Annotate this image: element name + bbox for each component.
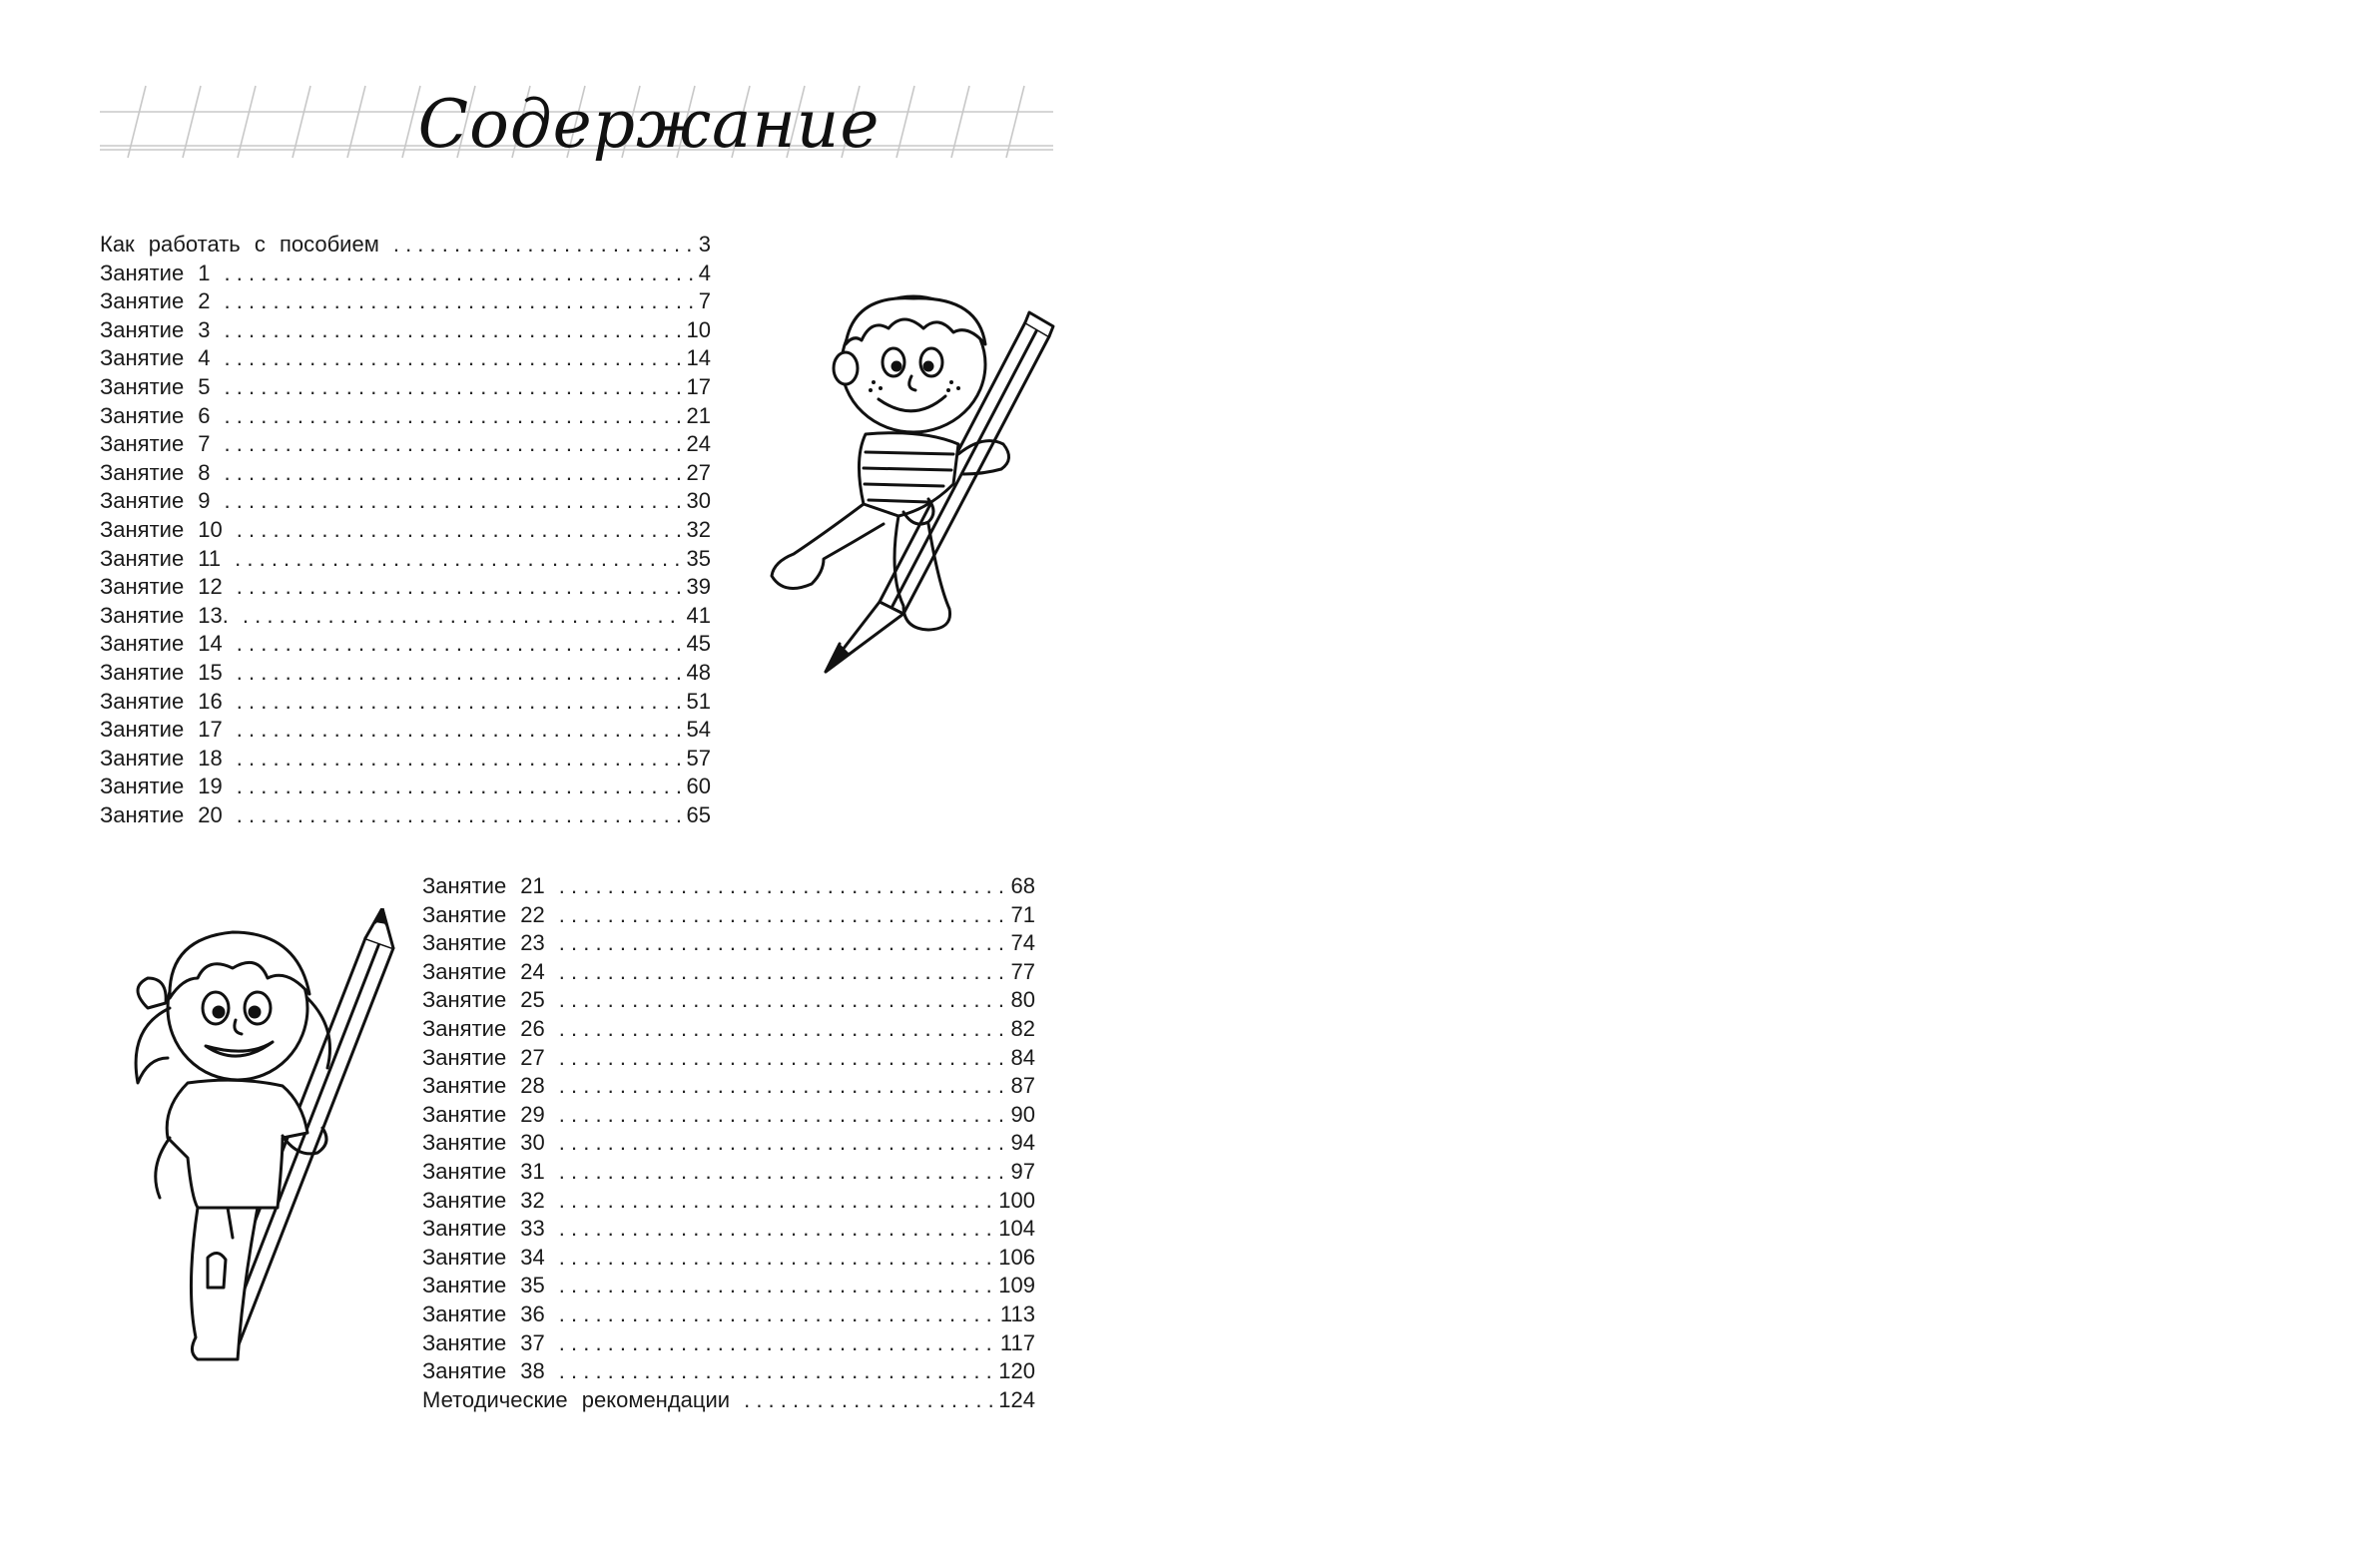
toc-entry-page-number: 100	[998, 1187, 1035, 1213]
toc-dot-leader	[225, 459, 683, 488]
toc-entry-page-number: 41	[686, 602, 711, 628]
toc-entry	[100, 688, 711, 717]
toc-entry-page-number: 45	[686, 631, 711, 657]
toc-entry	[100, 801, 711, 830]
toc-entry	[100, 630, 711, 659]
toc-list-left	[100, 231, 711, 829]
toc-entry-page-number: 97	[1010, 1158, 1035, 1184]
toc-entry	[422, 1044, 1035, 1073]
toc-entry	[100, 487, 711, 516]
toc-entry-label: Занятие 24	[422, 958, 545, 984]
toc-entry-page-number: 21	[686, 402, 711, 428]
toc-dot-leader	[225, 373, 683, 402]
toc-entry-label: Занятие 10	[100, 516, 223, 542]
toc-dot-leader	[559, 1272, 995, 1301]
toc-entry-page-number: 17	[686, 373, 711, 399]
toc-dot-leader	[237, 516, 683, 545]
toc-dot-leader	[225, 316, 683, 345]
toc-entry	[422, 1129, 1035, 1158]
toc-entry	[100, 745, 711, 774]
toc-entry-label: Занятие 27	[422, 1044, 545, 1070]
toc-entry-label: Занятие 22	[422, 901, 545, 927]
toc-dot-leader	[237, 630, 683, 659]
toc-entry-label: Занятие 6	[100, 402, 211, 428]
toc-dot-leader	[559, 872, 1007, 901]
toc-entry	[422, 872, 1035, 901]
toc-entry-page-number: 84	[1010, 1044, 1035, 1070]
toc-entry-page-number: 90	[1010, 1101, 1035, 1127]
toc-dot-leader	[559, 1301, 996, 1329]
toc-entry	[100, 773, 711, 801]
toc-dot-leader	[225, 344, 683, 373]
toc-entry-page-number: 68	[1010, 873, 1035, 898]
toc-entry-page-number: 27	[686, 459, 711, 485]
toc-entry-label: Как работать с пособием	[100, 232, 379, 257]
toc-entry	[422, 901, 1035, 930]
toc-entry-label: Занятие 31	[422, 1158, 545, 1184]
toc-entry-label: Занятие 25	[422, 987, 545, 1013]
toc-entry-label: Занятие 28	[422, 1073, 545, 1099]
toc-entry-page-number: 32	[686, 516, 711, 542]
boy-with-pencil-illustration	[754, 284, 1083, 674]
toc-dot-leader	[559, 1129, 1007, 1158]
toc-entry-label: Занятие 4	[100, 345, 211, 371]
toc-entry-label: Занятие 20	[100, 801, 223, 827]
toc-entry-page-number: 35	[686, 545, 711, 571]
toc-entry-page-number: 77	[1010, 958, 1035, 984]
toc-dot-leader	[559, 1187, 995, 1216]
toc-entry-page-number: 117	[999, 1329, 1035, 1355]
toc-entry-page-number: 87	[1010, 1073, 1035, 1099]
toc-entry	[422, 1329, 1035, 1358]
toc-entry	[100, 373, 711, 402]
toc-dot-leader	[559, 1072, 1007, 1101]
toc-entry-label: Занятие 18	[100, 745, 223, 771]
toc-entry-page-number: 3	[698, 232, 711, 257]
toc-entry	[100, 545, 711, 574]
toc-entry-label: Занятие 32	[422, 1187, 545, 1213]
toc-entry	[422, 1272, 1035, 1301]
toc-entry	[100, 516, 711, 545]
toc-entry-page-number: 48	[686, 659, 711, 685]
toc-dot-leader	[559, 929, 1007, 958]
toc-entry-label: Занятие 29	[422, 1101, 545, 1127]
toc-entry-label: Занятие 35	[422, 1273, 545, 1299]
toc-entry-page-number: 94	[1010, 1130, 1035, 1156]
toc-entry-label: Занятие 2	[100, 288, 211, 314]
toc-entry-page-number: 80	[1010, 987, 1035, 1013]
toc-entry-page-number: 120	[998, 1358, 1035, 1384]
toc-entry	[422, 1301, 1035, 1329]
toc-entry-page-number: 24	[686, 431, 711, 457]
toc-dot-leader	[559, 1244, 995, 1273]
toc-dot-leader	[225, 260, 693, 288]
toc-entry	[422, 1386, 1035, 1415]
toc-entry	[100, 344, 711, 373]
toc-dot-leader	[559, 1357, 995, 1386]
toc-entry-label: Занятие 12	[100, 574, 223, 600]
toc-entry-label: Занятие 15	[100, 659, 223, 685]
toc-entry	[100, 402, 711, 431]
toc-entry	[422, 958, 1035, 987]
toc-entry	[422, 1187, 1035, 1216]
toc-entry-page-number: 14	[686, 345, 711, 371]
toc-dot-leader	[559, 986, 1007, 1015]
toc-entry-label: Занятие 19	[100, 774, 223, 799]
toc-entry	[422, 986, 1035, 1015]
toc-entry-page-number: 82	[1010, 1015, 1035, 1041]
toc-entry-label: Занятие 13.	[100, 602, 229, 628]
toc-entry	[100, 602, 711, 631]
toc-entry	[100, 716, 711, 745]
toc-dot-leader	[393, 231, 693, 260]
toc-entry	[422, 1158, 1035, 1187]
toc-entry-page-number: 124	[998, 1386, 1035, 1412]
toc-entry-label: Занятие 37	[422, 1329, 545, 1355]
toc-dot-leader	[559, 901, 1007, 930]
toc-entry-page-number: 4	[698, 260, 711, 285]
toc-entry-label: Занятие 17	[100, 717, 223, 743]
toc-entry-page-number: 113	[999, 1301, 1035, 1326]
toc-entry	[100, 459, 711, 488]
toc-entry	[422, 1215, 1035, 1244]
toc-entry-page-number: 10	[686, 316, 711, 342]
toc-entry-page-number: 104	[998, 1216, 1035, 1242]
toc-entry-label: Занятие 21	[422, 873, 545, 898]
toc-entry-page-number: 51	[686, 688, 711, 714]
toc-entry-label: Занятие 33	[422, 1216, 545, 1242]
toc-dot-leader	[559, 1044, 1007, 1073]
toc-entry	[100, 316, 711, 345]
page-title: Содержание	[417, 86, 881, 163]
toc-entry	[422, 929, 1035, 958]
toc-dot-leader	[225, 430, 683, 459]
toc-list-right	[422, 872, 1035, 1414]
toc-entry-label: Занятие 11	[100, 545, 222, 571]
toc-entry	[100, 287, 711, 316]
toc-dot-leader	[237, 573, 683, 602]
toc-dot-leader	[559, 1015, 1007, 1044]
toc-entry	[100, 430, 711, 459]
toc-dot-leader	[559, 958, 1007, 987]
toc-entry-label: Занятие 34	[422, 1244, 545, 1270]
toc-entry-label: Методические рекомендации	[422, 1386, 731, 1412]
toc-dot-leader	[237, 716, 683, 745]
toc-entry	[100, 573, 711, 602]
toc-dot-leader	[237, 745, 683, 774]
toc-dot-leader	[243, 602, 683, 631]
toc-entry-label: Занятие 16	[100, 688, 223, 714]
toc-entry-page-number: 106	[998, 1244, 1035, 1270]
toc-entry-label: Занятие 1	[100, 260, 211, 285]
toc-dot-leader	[225, 402, 683, 431]
toc-entry	[422, 1072, 1035, 1101]
toc-entry-label: Занятие 8	[100, 459, 211, 485]
toc-entry-label: Занятие 9	[100, 488, 211, 514]
toc-dot-leader	[237, 659, 683, 688]
toc-entry-page-number: 30	[686, 488, 711, 514]
toc-dot-leader	[225, 487, 683, 516]
toc-entry	[100, 260, 711, 288]
toc-entry-label: Занятие 7	[100, 431, 211, 457]
title-area	[100, 78, 1053, 174]
toc-entry-page-number: 54	[686, 717, 711, 743]
toc-dot-leader	[235, 545, 682, 574]
toc-entry-page-number: 71	[1010, 901, 1035, 927]
toc-entry-page-number: 109	[998, 1273, 1035, 1299]
toc-entry-page-number: 65	[686, 801, 711, 827]
toc-entry	[100, 231, 711, 260]
toc-dot-leader	[559, 1329, 996, 1358]
toc-entry-page-number: 57	[686, 745, 711, 771]
toc-entry-label: Занятие 38	[422, 1358, 545, 1384]
toc-entry-label: Занятие 23	[422, 930, 545, 956]
toc-dot-leader	[225, 287, 693, 316]
toc-dot-leader	[559, 1101, 1007, 1130]
toc-entry-label: Занятие 5	[100, 373, 211, 399]
toc-entry-page-number: 7	[698, 288, 711, 314]
toc-entry	[422, 1101, 1035, 1130]
toc-dot-leader	[237, 801, 683, 830]
toc-entry-label: Занятие 30	[422, 1130, 545, 1156]
toc-dot-leader	[559, 1215, 995, 1244]
toc-entry	[100, 659, 711, 688]
toc-entry-label: Занятие 14	[100, 631, 223, 657]
toc-entry-page-number: 39	[686, 574, 711, 600]
toc-entry-page-number: 74	[1010, 930, 1035, 956]
toc-entry	[422, 1357, 1035, 1386]
toc-entry	[422, 1015, 1035, 1044]
toc-entry	[422, 1244, 1035, 1273]
toc-entry-label: Занятие 3	[100, 316, 211, 342]
toc-entry-page-number: 60	[686, 774, 711, 799]
toc-dot-leader	[237, 773, 683, 801]
toc-entry-label: Занятие 26	[422, 1015, 545, 1041]
toc-dot-leader	[744, 1386, 994, 1415]
toc-dot-leader	[237, 688, 683, 717]
girl-with-pencil-illustration	[108, 908, 407, 1377]
toc-dot-leader	[559, 1158, 1007, 1187]
toc-entry-label: Занятие 36	[422, 1301, 545, 1326]
